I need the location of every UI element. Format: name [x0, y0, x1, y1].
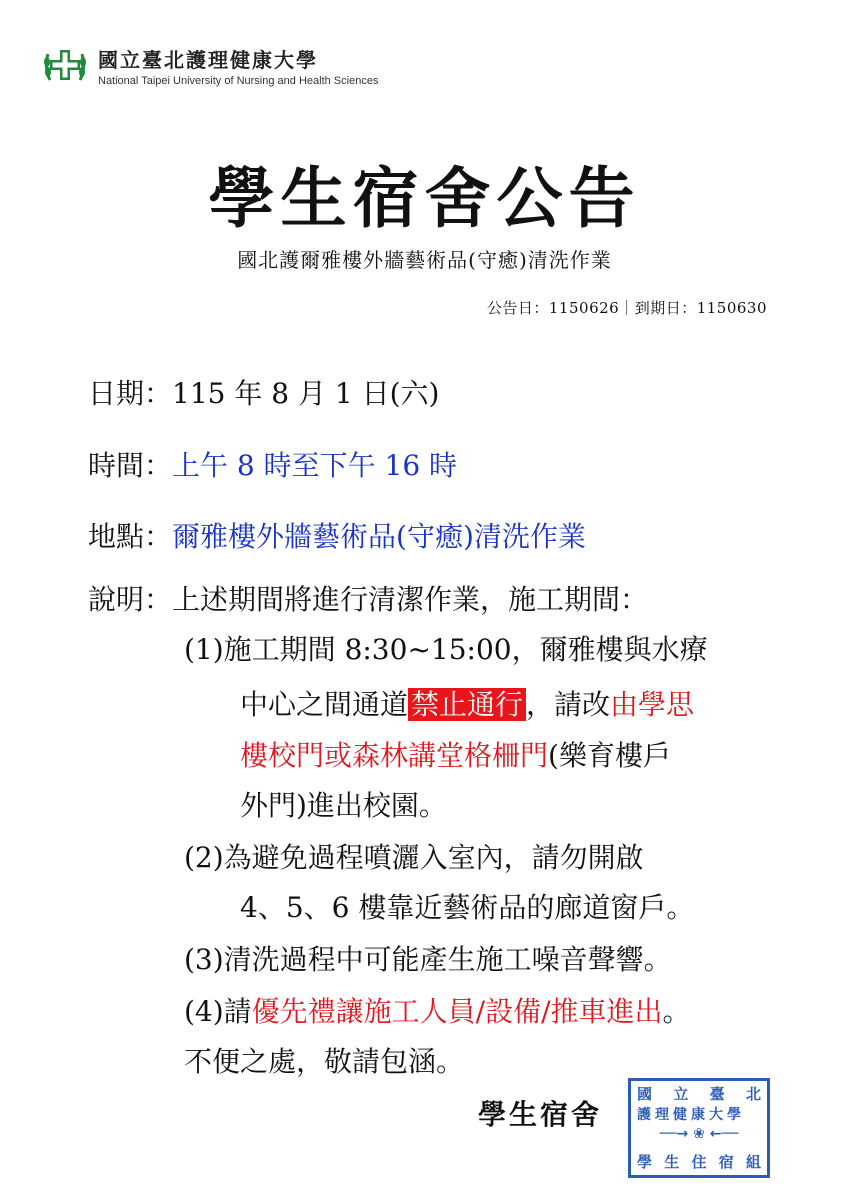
description-row — [88, 580, 648, 620]
item1-text-a: 中心之間通道 — [240, 688, 409, 721]
university-name-en: National Taipei University of Nursing and Health Sciences — [98, 74, 379, 87]
page-title: 學生宿舍公告 — [208, 160, 641, 237]
place-row — [88, 517, 586, 557]
stamp-row-4: 學 生 住 宿 組 — [637, 1153, 761, 1171]
no-entry-highlight: 禁止通行 — [408, 688, 526, 721]
description-value: 上述期間將進行清潔作業，施工期間： — [172, 583, 649, 616]
item4-priority: 優先禮讓施工人員/設備/推車進出 — [251, 995, 663, 1028]
place-label: 地點： — [88, 520, 173, 553]
stamp-row-2: 護理健康大學 — [637, 1107, 745, 1123]
item2-line1: (2)為避免過程噴灑入室內，請勿開啟 — [184, 841, 644, 874]
item1-line1: (1)施工期間 8:30~15:00，爾雅樓與水療 — [184, 633, 708, 666]
date-value: 115 年 8 月 1 日(六) — [172, 377, 440, 410]
stamp-row-3: ──→ ❀ ←── — [659, 1126, 739, 1142]
item1-line2 — [240, 685, 694, 725]
item1-route-b: 樓校門或森林講堂格柵門 — [240, 739, 549, 772]
date-row — [88, 374, 439, 414]
item4-text-a: (4)請 — [184, 995, 252, 1028]
green-cross-laurel-icon — [40, 40, 90, 90]
official-stamp — [628, 1078, 770, 1178]
item1-line3 — [240, 736, 671, 776]
date-label: 日期： — [88, 377, 173, 410]
signature: 學生宿舍 — [478, 1098, 603, 1131]
closing-text: 不便之處，敬請包涵。 — [184, 1045, 465, 1078]
time-row — [88, 446, 457, 486]
time-label: 時間： — [88, 449, 173, 482]
item4-line — [184, 992, 691, 1032]
stamp-row-1: 國 立 臺 北 — [637, 1085, 761, 1103]
page-subtitle: 國北護爾雅樓外牆藝術品(守癒)清洗作業 — [237, 248, 612, 272]
item1-text-c: ，請改 — [526, 688, 611, 721]
university-header — [40, 40, 378, 90]
time-value: 上午 8 時至下午 16 時 — [172, 449, 458, 482]
item1-route-a: 由學思 — [610, 688, 695, 721]
place-value: 爾雅樓外牆藝術品(守癒)清洗作業 — [172, 520, 586, 553]
item4-text-c: 。 — [662, 995, 691, 1028]
item1-line4: 外門)進出校園。 — [240, 789, 447, 822]
item1-text-d: (樂育樓戶 — [548, 739, 671, 772]
description-label: 說明： — [88, 583, 173, 616]
item3-line: (3)清洗過程中可能產生施工噪音聲響。 — [184, 943, 672, 976]
university-name-zh: 國立臺北護理健康大學 — [98, 47, 318, 72]
item2-line2: 4、5、6 樓靠近藝術品的廊道窗戶。 — [240, 891, 695, 924]
announcement-dates: 公告日：1150626｜到期日：1150630 — [486, 299, 767, 317]
